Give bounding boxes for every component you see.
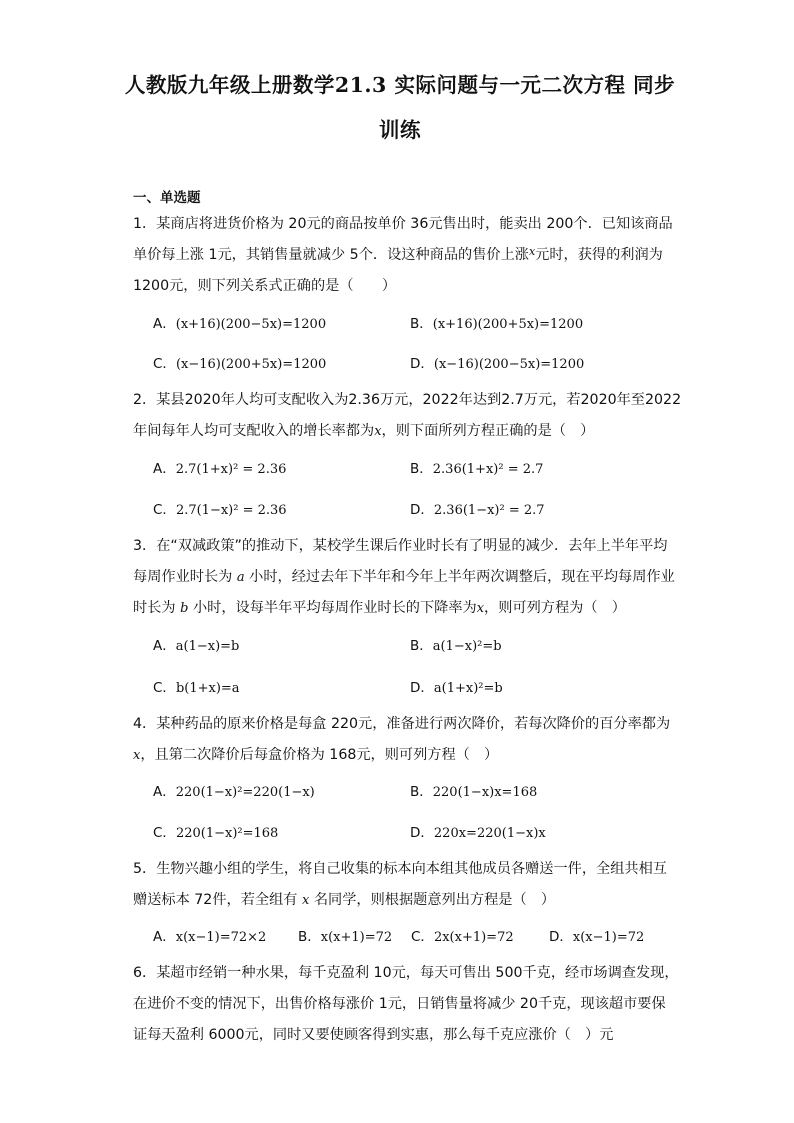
q4-option-d[interactable]: D．220x=220(1−x)x	[410, 825, 546, 841]
question-6-line-1: 6．某超市经销一种水果，每千克盈利 10元，每天可售出 500千克，经市场调查发现，	[133, 965, 679, 981]
q1-option-b[interactable]: B．(x+16)(200+5x)=1200	[410, 316, 584, 332]
question-6-line-2: 在进价不变的情况下，出售价格每涨价 1元，日销售量将减少 20千克，现该超市要保	[133, 996, 666, 1012]
section-heading: 一、单选题	[133, 190, 201, 206]
question-5-line-1: 5．生物兴趣小组的学生，将自己收集的标本向本组其他成员各赠送一件，全组共相互	[133, 861, 667, 877]
question-3-line-3: 时长为 b 小时，设每半年平均每周作业时长的下降率为x，则可列方程为（ ）	[133, 600, 626, 616]
question-3-line-2: 每周作业时长为 a 小时，经过去年下半年和今年上半年两次调整后，现在平均每周作业	[133, 569, 675, 585]
question-2-line-1: 2．某县2020年人均可支配收入为2.36万元，2022年达到2.7万元，若2020年至2022	[133, 392, 682, 408]
q2-option-b[interactable]: B．2.36(1+x)² = 2.7	[410, 461, 544, 477]
q4-option-a[interactable]: A．220(1−x)²=220(1−x)	[153, 784, 315, 800]
q2-option-c[interactable]: C．2.7(1−x)² = 2.36	[153, 502, 287, 518]
question-4-line-1: 4．某种药品的原来价格是每盒 220元，准备进行两次降价，若每次降价的百分率都为	[133, 716, 671, 732]
q5-option-d[interactable]: D．x(x−1)=72	[549, 929, 645, 945]
q5-option-b[interactable]: B．x(x+1)=72	[298, 929, 393, 945]
q1-option-d[interactable]: D．(x−16)(200−5x)=1200	[410, 356, 585, 372]
q3-option-d[interactable]: D．a(1+x)²=b	[410, 680, 503, 696]
question-1-line-2: 单价每上涨 1元，其销售量就减少 5个．设这种商品的售价上涨$^x$元时，获得的利润为	[133, 245, 663, 263]
q2-option-d[interactable]: D．2.36(1−x)² = 2.7	[410, 502, 545, 518]
q5-option-a[interactable]: A．x(x−1)=72×2	[153, 929, 267, 945]
q1-option-a[interactable]: A．(x+16)(200−5x)=1200	[153, 316, 327, 332]
q3-option-c[interactable]: C．b(1+x)=a	[153, 680, 240, 696]
question-4-line-2: x，且第二次降价后每盒价格为 168元，则可列方程（ ）	[133, 747, 499, 763]
page-title-line-2: 训练	[379, 118, 421, 142]
q3-option-b[interactable]: B．a(1−x)²=b	[410, 638, 502, 654]
q3-option-a[interactable]: A．a(1−x)=b	[153, 638, 240, 654]
question-5-line-2: 赠送标本 72件，若全组有 x 名同学，则根据题意列出方程是（ ）	[133, 892, 556, 908]
question-1-line-3: 1200元，则下列关系式正确的是（ ）	[133, 278, 397, 294]
page-title-line-1: 人教版九年级上册数学21.3 实际问题与一元二次方程 同步	[124, 73, 676, 97]
q4-option-c[interactable]: C．220(1−x)²=168	[153, 825, 279, 841]
q4-option-b[interactable]: B．220(1−x)x=168	[410, 784, 538, 800]
q1-option-c[interactable]: C．(x−16)(200+5x)=1200	[153, 356, 327, 372]
question-6-line-3: 证每天盈利 6000元，同时又要使顾客得到实惠，那么每千克应涨价（ ）元	[133, 1027, 614, 1043]
q2-option-a[interactable]: A．2.7(1+x)² = 2.36	[153, 461, 287, 477]
question-2-line-2: 年间每年人均可支配收入的增长率都为x，则下面所列方程正确的是（ ）	[133, 423, 595, 439]
question-1-line-1: 1．某商店将进货价格为 20元的商品按单价 36元售出时，能卖出 200个．已知该商品	[133, 216, 673, 232]
q5-option-c[interactable]: C．2x(x+1)=72	[411, 929, 514, 945]
question-3-line-1: 3．在“双减政策”的推动下，某校学生课后作业时长有了明显的减少．去年上半年平均	[133, 538, 668, 554]
